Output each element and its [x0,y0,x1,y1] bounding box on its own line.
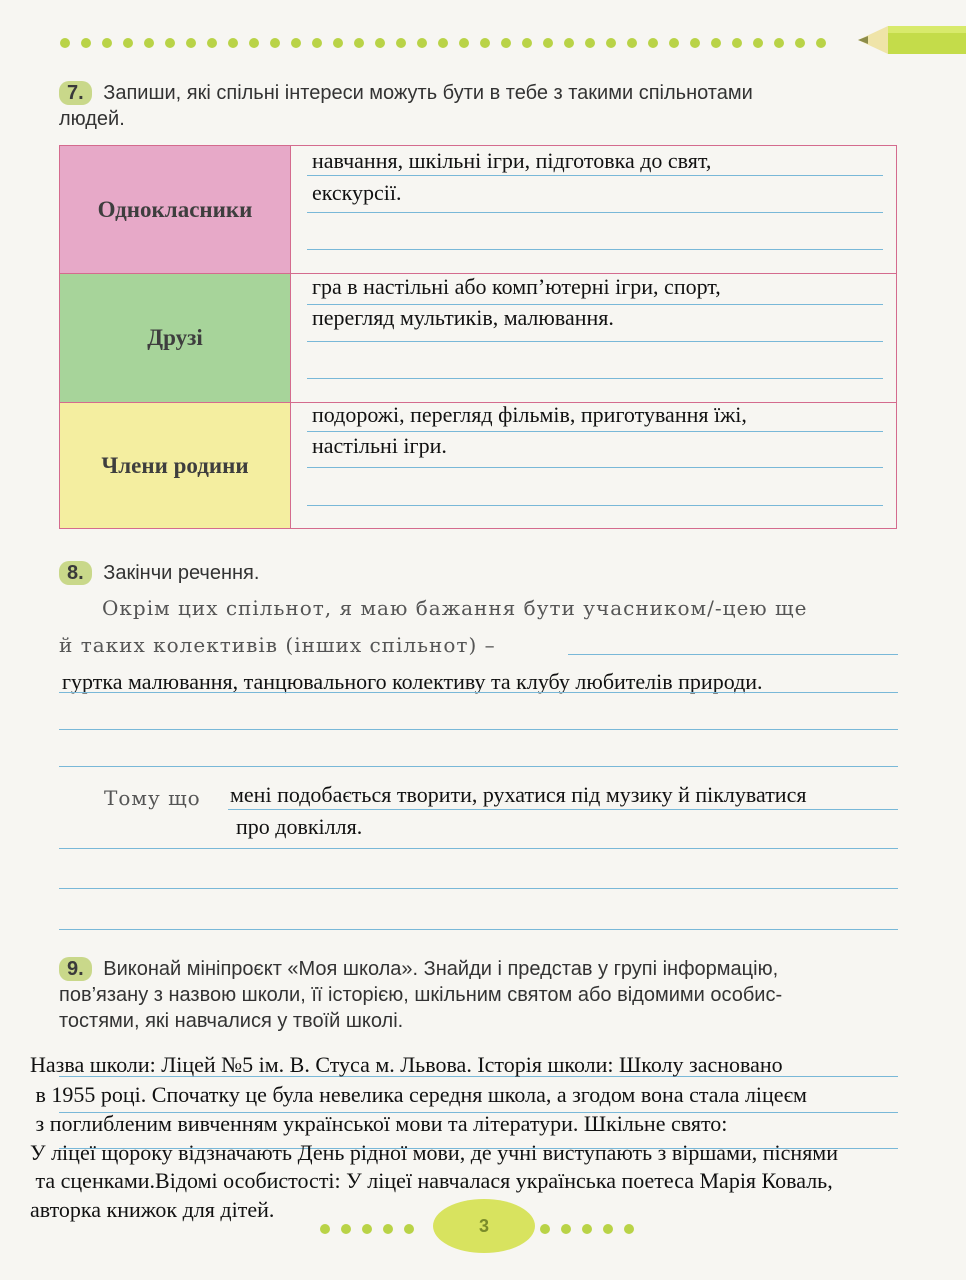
ruled-line [228,809,898,810]
ruled-line [307,175,883,176]
task9-answer-line3: з поглибленим вивченням української мови та літератури. Шкільне свято: [30,1111,728,1136]
task8-sentence-line2: й таких колективів (інших спільнот) – [59,633,496,657]
interests-table [59,145,897,529]
dot [165,38,175,48]
ruled-line [59,766,898,767]
dot [543,38,553,48]
dot [438,38,448,48]
answer-family-line2: настільні ігри. [312,433,447,458]
dot [648,38,658,48]
ruled-line [307,431,883,432]
dot [60,38,70,48]
task9-answer-line5: та сценками.Відомі особистості: У ліцеї навчалася українська поетеса Марія Коваль, [30,1168,833,1193]
task7-text-line2: людей. [59,108,125,130]
dot [102,38,112,48]
ruled-line [568,654,898,655]
dot [711,38,721,48]
ruled-line [59,929,898,930]
ruled-line [307,341,883,342]
dot [690,38,700,48]
task9-number: 9. [59,957,92,981]
ruled-line [307,249,883,250]
dot [249,38,259,48]
top-dotted-border [60,34,850,48]
task8-answer1: гуртка малювання, танцювального колективу та клубу любителів природи. [62,669,763,694]
answer-classmates-line2: екскурсії. [312,180,402,205]
dot [291,38,301,48]
dot [627,38,637,48]
task9-answer-line6: авторка книжок для дітей. [30,1197,275,1222]
row-label-classmates: Однокласники [60,146,291,273]
task9-prompt [59,956,909,1034]
task9-answer-line2: в 1955 році. Спочатку це була невелика середня школа, а згодом вона стала ліцеєм [30,1082,807,1107]
dot [732,38,742,48]
answer-friends-line1: гра в настільні або комп’ютерні ігри, спорт, [312,274,721,299]
dot [312,38,322,48]
dot [501,38,511,48]
task8-text: Закінчи речення. [103,562,260,584]
dot [81,38,91,48]
because-label: Тому що [104,786,201,810]
task8-number: 8. [59,561,92,585]
row-label-family: Члени родини [60,403,291,528]
dot [354,38,364,48]
task9-answer-line1: Назва школи: Ліцей №5 ім. В. Стуса м. Львова. Історія школи: Школу засновано [30,1052,783,1077]
dot [270,38,280,48]
task9-text-line2: пов’язану з назвою школи, її історією, шкільним святом або відомими особис- [59,984,783,1006]
dot [480,38,490,48]
ruled-line [307,505,883,506]
dot [459,38,469,48]
dot [144,38,154,48]
ruled-line [59,729,898,730]
task7-text-line1: Запиши, які спільні інтереси можуть бути в тебе з такими спільнотами [103,82,753,104]
dot [417,38,427,48]
dot [186,38,196,48]
task8-answer2-line2: про довкілля. [236,814,363,839]
bottom-dotted-border-right [540,1220,645,1234]
task8-prompt [59,560,259,586]
dot [816,38,826,48]
dot [774,38,784,48]
dot [606,38,616,48]
dot [228,38,238,48]
pencil-icon [858,22,966,58]
answer-classmates-line1: навчання, шкільні ігри, підготовка до свят, [312,148,712,173]
task7-number: 7. [59,81,92,105]
dot [522,38,532,48]
ruled-line [59,692,898,693]
ruled-line [307,378,883,379]
task9-text-line1: Виконай мініпроєкт «Моя школа». Знайди і представ у групі інформацію, [103,958,779,980]
dot [669,38,679,48]
task8-answer2-line1: мені подобається творити, рухатися під музику й піклуватися [230,782,807,807]
dot [795,38,805,48]
dot [396,38,406,48]
ruled-line [59,888,898,889]
page-number: 3 [433,1199,535,1253]
dot [123,38,133,48]
row-label-friends: Друзі [60,274,291,402]
task9-answer-line4: У ліцеї щороку відзначають День рідної мови, де учні виступають з віршами, піснями [30,1140,839,1165]
dot [564,38,574,48]
dot [753,38,763,48]
dot [333,38,343,48]
bottom-dotted-border-left [320,1220,425,1234]
dot [375,38,385,48]
dot [585,38,595,48]
answer-friends-line2: перегляд мультиків, малювання. [312,305,614,330]
dot [207,38,217,48]
ruled-line [307,212,883,213]
task8-sentence-line1: Окрім цих спільнот, я маю бажання бути учасником/-цею ще [102,596,808,620]
answer-family-line1: подорожі, перегляд фільмів, приготування їжі, [312,402,747,427]
task7-prompt [59,80,899,132]
task9-text-line3: тостями, які навчалися у твоїй школі. [59,1010,404,1032]
ruled-line [59,848,898,849]
ruled-line [307,467,883,468]
